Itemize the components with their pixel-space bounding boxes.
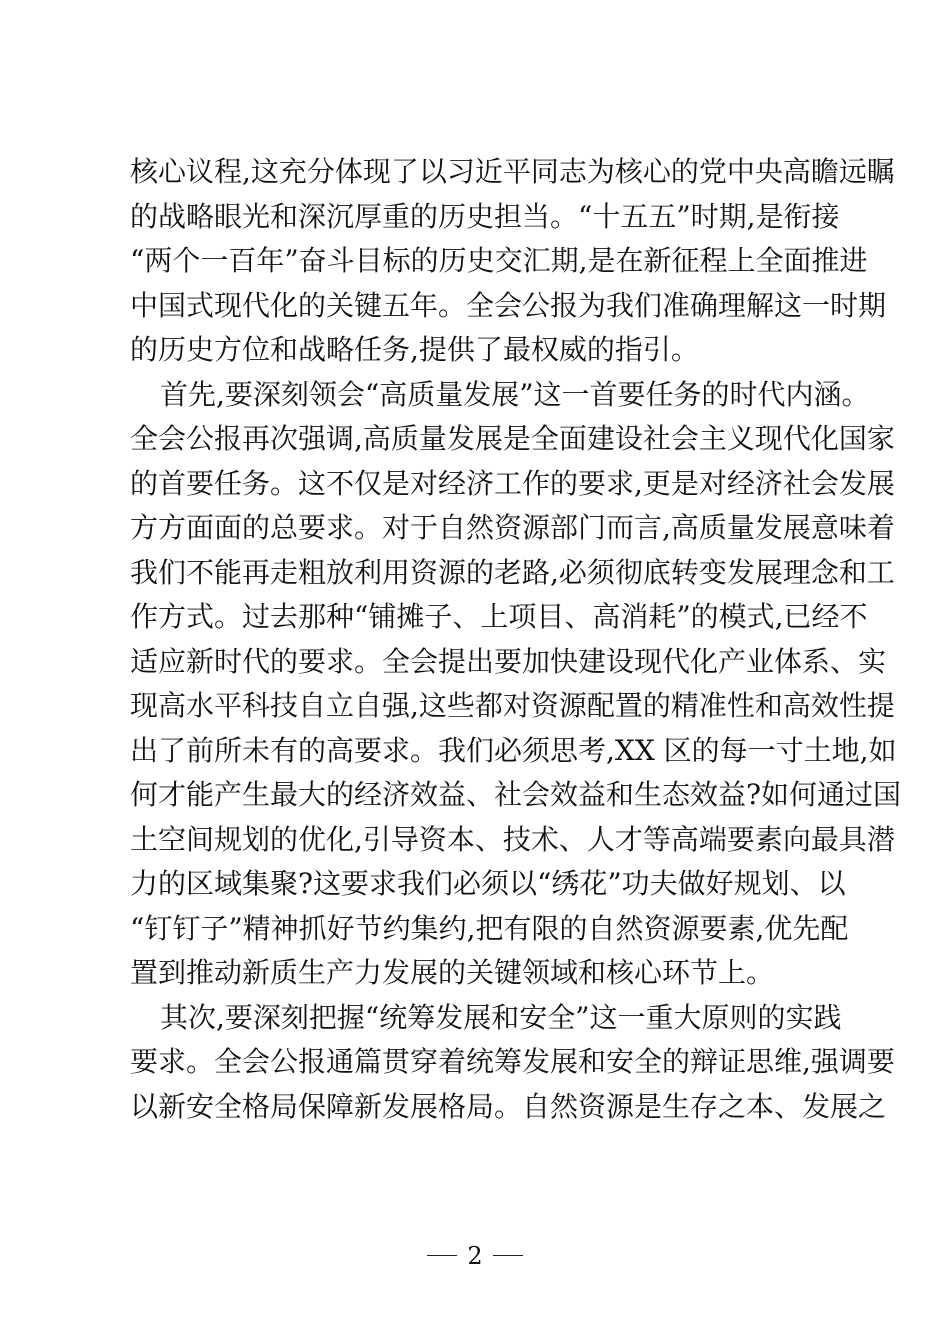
text-line: 的战略眼光和深沉厚重的历史担当。“十五五”时期,是衔接 (130, 199, 840, 233)
text-line: 核心议程,这充分体现了以习近平同志为核心的党中央高瞻远瞩 (130, 155, 895, 188)
text-line: “钉钉子”精神抓好节约集约,把有限的自然资源要素,优先配 (130, 911, 849, 945)
text-line: “两个一百年”奋斗目标的历史交汇期,是在新征程上全面推进 (130, 244, 868, 277)
paragraph-first-line: 首先,要深刻领会“高质量发展”这一首要任务的时代内涵。 (160, 377, 870, 411)
text-line: 我们不能再走粗放利用资源的老路,必须彻底转变发展理念和工 (130, 555, 895, 589)
page-number: 2 (467, 1241, 483, 1270)
text-line: 置到推动新质生产力发展的关键领域和核心环节上。 (130, 956, 775, 989)
text-line: 适应新时代的要求。全会提出要加快建设现代化产业体系、实 (130, 644, 887, 678)
footer-dash-left (427, 1255, 457, 1256)
text-line: 的历史方位和战略任务,提供了最权威的指引。 (130, 333, 699, 366)
text-line: 中国式现代化的关键五年。全会公报为我们准确理解这一时期 (130, 288, 887, 322)
document-body (130, 150, 902, 1129)
text-line: 以新安全格局保障新发展格局。自然资源是生存之本、发展之 (130, 1089, 887, 1123)
text-line: 现高水平科技自立自强,这些都对资源配置的精准性和高效性提 (130, 689, 895, 722)
text-line: 力的区域集聚?这要求我们必须以“绣花”功夫做好规划、以 (130, 867, 846, 900)
text-line: 何才能产生最大的经济效益、社会效益和生态效益?如何通过国 (130, 778, 902, 811)
text-line: 全会公报再次强调,高质量发展是全面建设社会主义现代化国家 (130, 422, 895, 455)
page-footer (0, 1234, 950, 1276)
text-line: 的首要任务。这不仅是对经济工作的要求,更是对经济社会发展 (130, 466, 895, 500)
text-line: 土空间规划的优化,引导资本、技术、人才等高端要素向最具潜 (130, 822, 895, 856)
paragraph-first-line: 其次,要深刻把握“统筹发展和安全”这一重大原则的实践 (160, 1000, 842, 1034)
text-line: 出了前所未有的高要求。我们必须思考,XX 区的每一寸土地,如 (130, 733, 897, 767)
text-line: 作方式。过去那种“铺摊子、上项目、高消耗”的模式,已经不 (130, 600, 868, 633)
text-line: 要求。全会公报通篇贯穿着统筹发展和安全的辩证思维,强调要 (130, 1045, 895, 1078)
text-line: 方方面面的总要求。对于自然资源部门而言,高质量发展意味着 (130, 511, 895, 544)
footer-dash-right (493, 1255, 523, 1256)
